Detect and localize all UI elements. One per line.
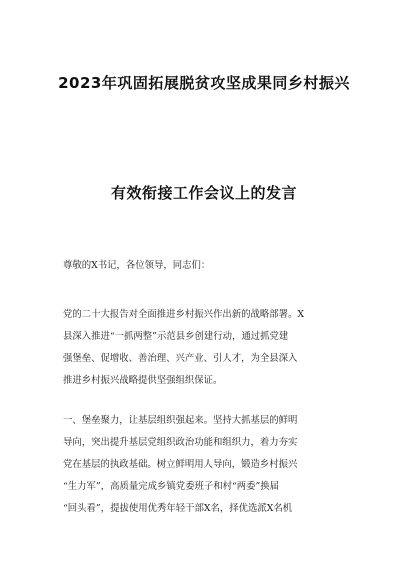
paragraph-1-line: 强堡垒、促增收、善治理、兴产业、引人才，为全县深入 (63, 353, 298, 364)
document-title-line-1: 2023年巩固拓展脱贫攻坚成果同乡村振兴 (58, 74, 350, 92)
paragraph-1 (63, 304, 349, 392)
paragraph-1-line: 县深入推进“一抓两整”示范县乡创建行动，通过抓党建 (63, 331, 289, 342)
paragraph-2-line: 党在基层的执政基础。树立鲜明用人导向，锻造乡村振兴 (63, 459, 298, 470)
paragraph-2-line: 一、堡垒聚力，让基层组织强起来。坚持大抓基层的鲜明 (63, 415, 298, 426)
paragraph-2 (63, 410, 349, 520)
paragraph-1-line: 推进乡村振兴战略提供坚强组织保证。 (63, 375, 223, 386)
paragraph-1-line: 党的二十大报告对全面推进乡村振兴作出新的战略部署。X (63, 309, 305, 320)
paragraph-2-line: “生力军”，高质量完成乡镇党委班子和村“两委”换届 (63, 481, 280, 492)
paragraph-2-line: 导向，突出提升基层党组织政治功能和组织力，着力夯实 (63, 437, 298, 448)
salutation: 尊敬的X书记，各位领导，同志们： (63, 260, 211, 271)
document-title-line-2: 有效衔接工作会议上的发言 (110, 184, 297, 202)
paragraph-2-line: “回头看”，提拔使用优秀年轻干部X名，择优选派X名机 (63, 503, 293, 514)
